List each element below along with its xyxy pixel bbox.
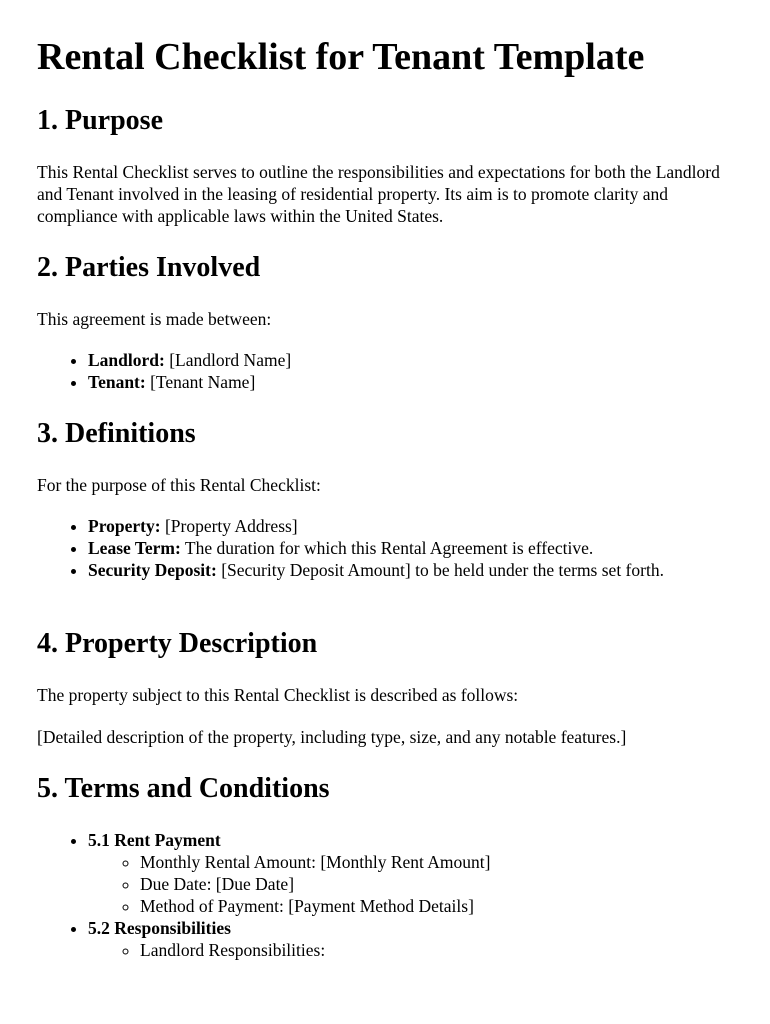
list-item-value: [Landlord Name] [164, 350, 292, 370]
property-detail: [Detailed description of the property, including type, size, and any notable features.] [37, 727, 627, 747]
list-item: ◦ Due Date: [Due Date] [140, 873, 737, 895]
section-heading-purpose: 1. Purpose [37, 105, 163, 136]
list-item-value: The duration for which this Rental Agreement is effective. [180, 538, 594, 558]
section-heading-parties: 2. Parties Involved [37, 252, 261, 283]
list-item-value: [Tenant Name] [145, 372, 256, 392]
list-item [88, 559, 737, 581]
list-item [88, 537, 737, 559]
rent-payment-list [88, 851, 737, 917]
responsibilities-list [88, 939, 737, 961]
list-item: ◦ Method of Payment: [Payment Method Details] [140, 895, 737, 917]
definitions-intro: For the purpose of this Rental Checklist: [37, 475, 321, 495]
terms-list [37, 829, 737, 961]
list-item-label: Security Deposit: [88, 560, 217, 580]
property-intro: The property subject to this Rental Checklist is described as follows: [37, 685, 519, 705]
purpose-text: This Rental Checklist serves to outline the responsibilities and expectations for both the Landlord and Tenant involved in the leasing of residential property. Its aim is to promote clarity and compliance with applicable laws within the United States. [37, 162, 720, 226]
list-item: ◦ Monthly Rental Amount: [Monthly Rent Amount] [140, 851, 737, 873]
parties-intro: This agreement is made between: [37, 309, 272, 329]
list-item-value: [Property Address] [160, 516, 298, 536]
list-item [88, 829, 737, 917]
section-heading-terms: 5. Terms and Conditions [37, 773, 330, 804]
subsection-label-rent-payment: 5.1 Rent Payment [88, 830, 221, 850]
list-item: ◦ Landlord Responsibilities: [140, 939, 737, 961]
list-item [88, 515, 737, 537]
list-item-label: Property: [88, 516, 161, 536]
list-item [88, 917, 737, 961]
section-heading-definitions: 3. Definitions [37, 418, 196, 449]
document-title: Rental Checklist for Tenant Template [37, 36, 645, 78]
list-item-label: Tenant: [88, 372, 146, 392]
list-item-value: [Security Deposit Amount] to be held under the terms set forth. [216, 560, 664, 580]
list-item-label: Landlord: [88, 350, 165, 370]
parties-list [37, 349, 737, 393]
subsection-label-responsibilities: 5.2 Responsibilities [88, 918, 231, 938]
definitions-list [37, 515, 737, 581]
list-item-label: Lease Term: [88, 538, 181, 558]
list-item [88, 349, 737, 371]
section-heading-property: 4. Property Description [37, 628, 318, 659]
list-item [88, 371, 737, 393]
